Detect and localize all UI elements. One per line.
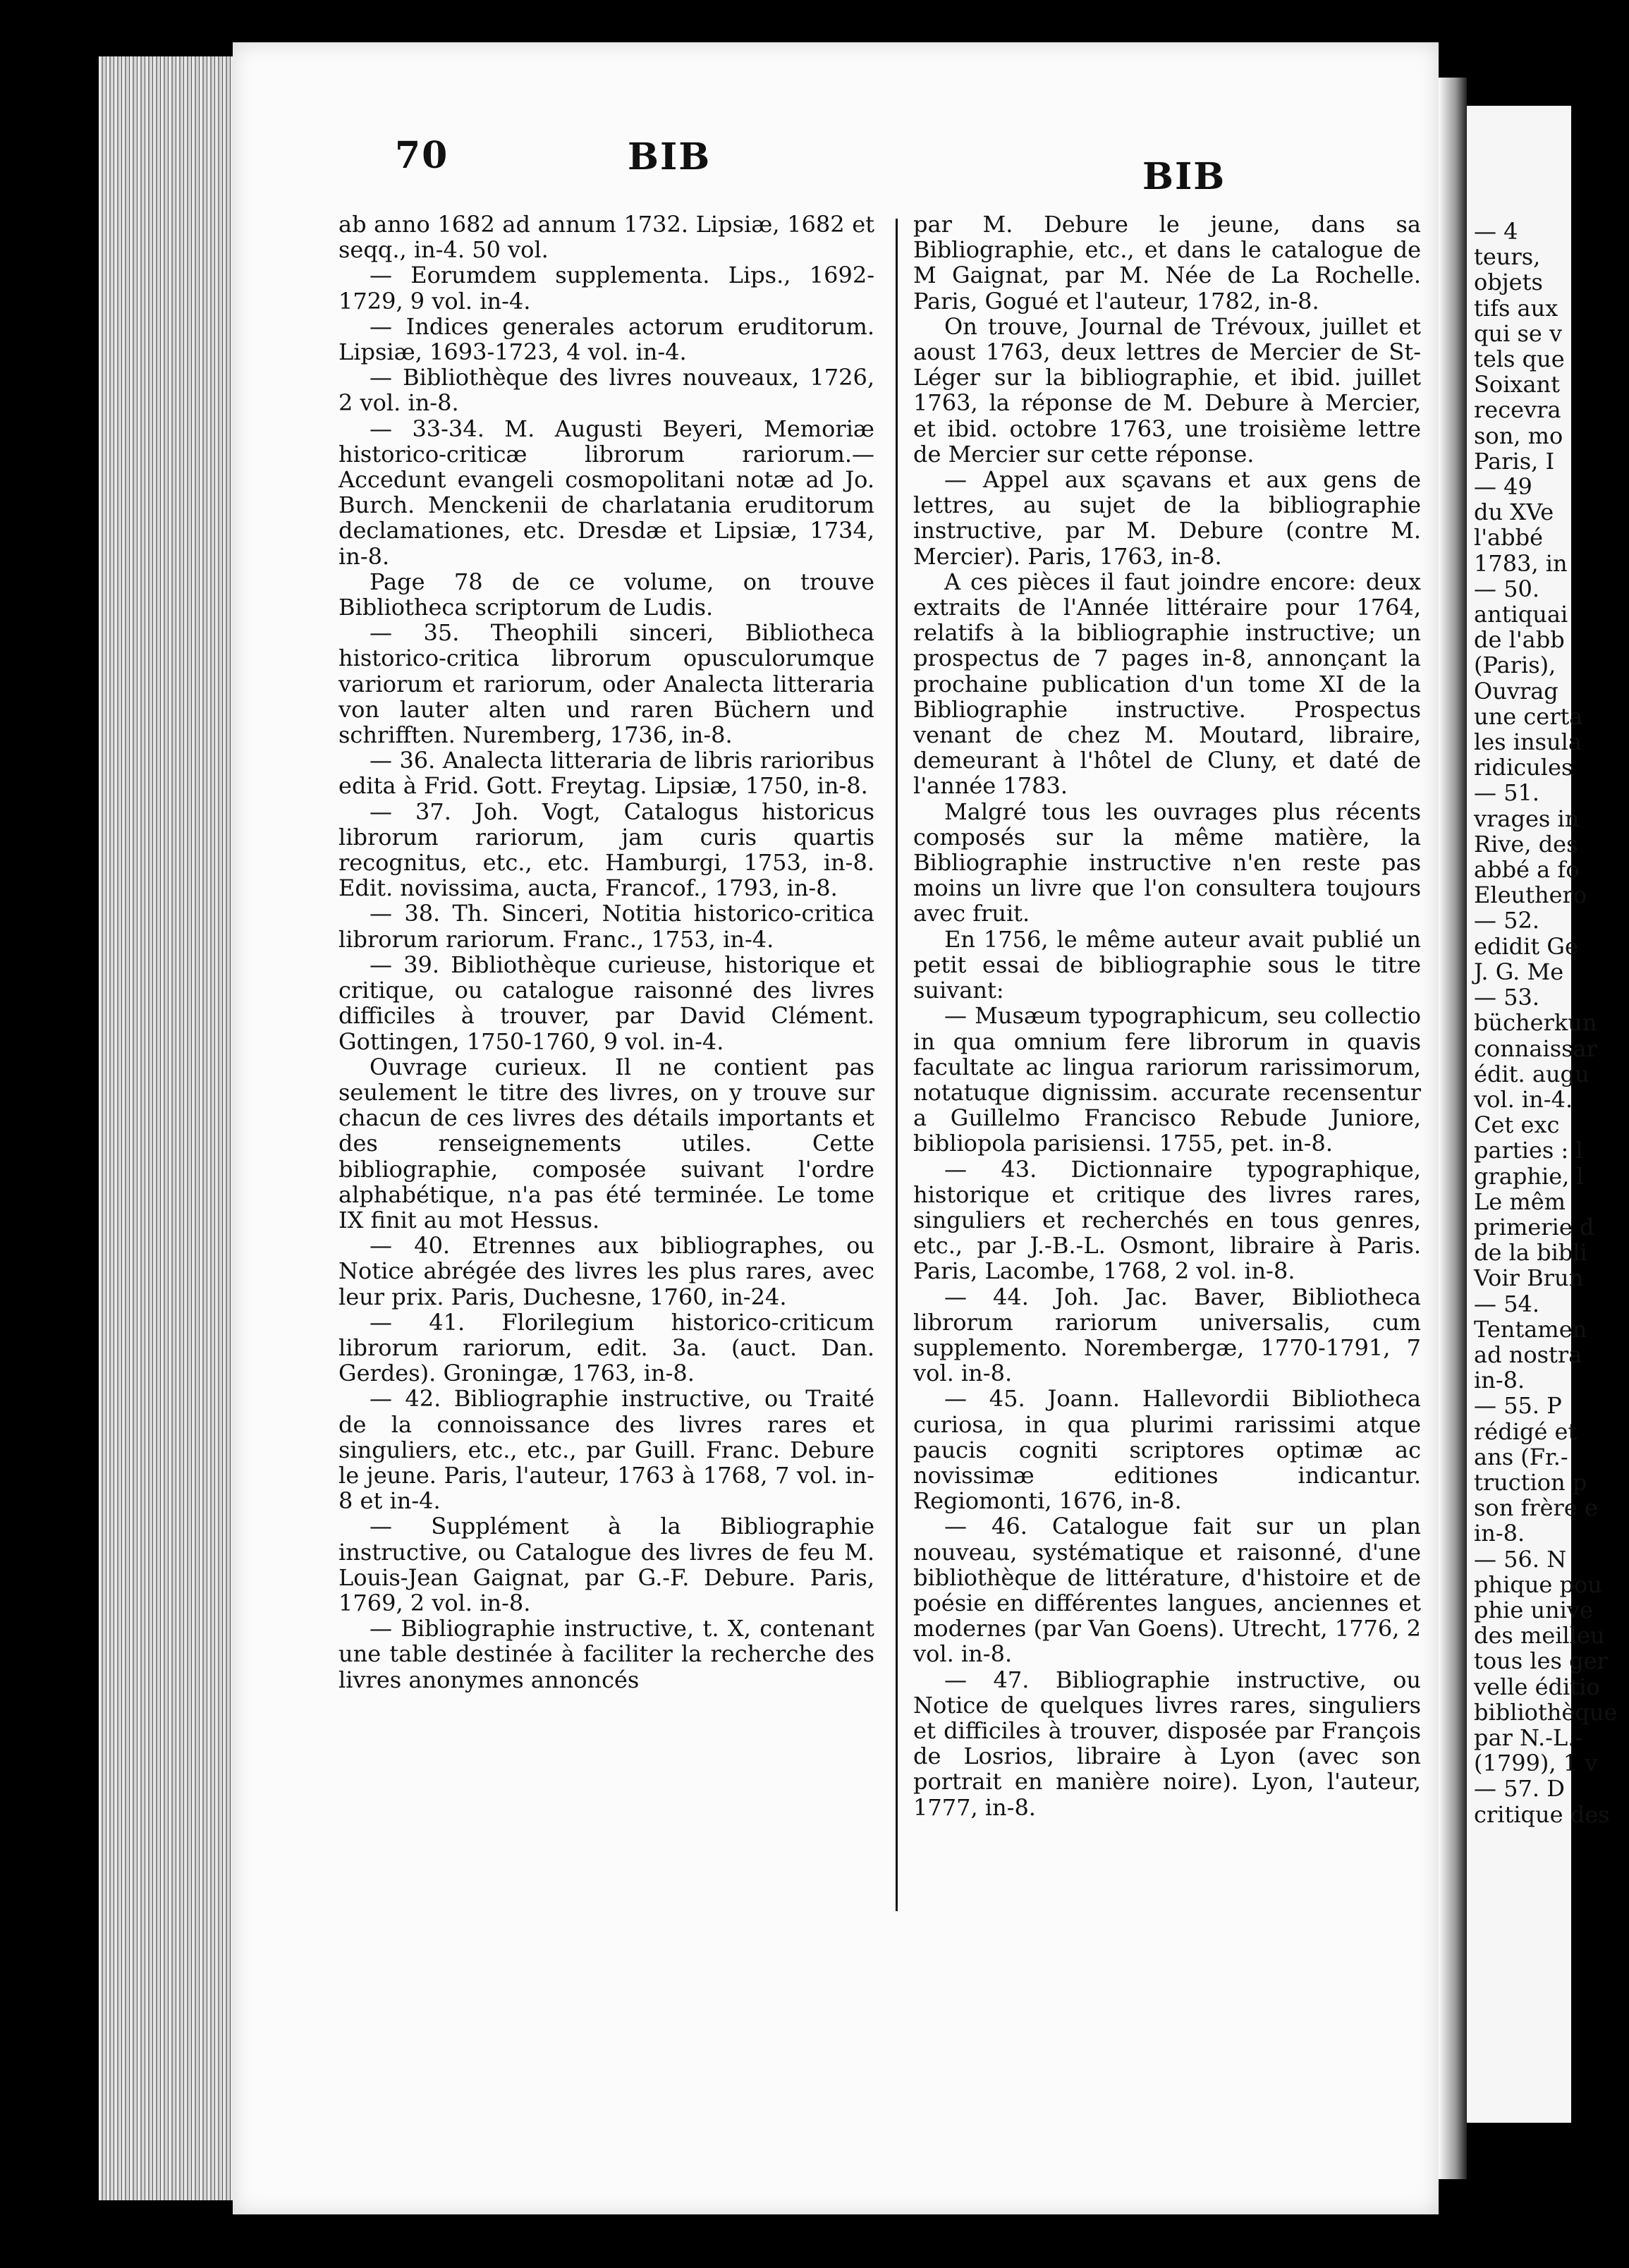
left-column-paragraph: — Supplément à la Bibliographie instructive, ou Catalogue des livres de feu M. Louis-Jean Gaignat, par G.-F. Debure. Paris, 1769, 2 vol. in-8. xyxy=(338,1513,874,1616)
right-fragment-paragraph: Paris, I xyxy=(1474,447,1555,475)
right-fragment-paragraph: de l'abb xyxy=(1474,626,1565,654)
left-column-paragraph: — Bibliothèque des livres nouveaux, 1726, 2 vol. in-8. xyxy=(338,364,874,417)
right-fragment-paragraph: — 4 xyxy=(1474,218,1518,245)
middle-column-paragraph: — 47. Bibliographie instructive, ou Notice de quelques livres rares, singuliers et difficiles à trouver, disposée par François de Losrios, libraire à Lyon (avec son portrait en manière noire). Lyon, l'auteur, 1777, in-8. xyxy=(913,1666,1421,1821)
right-fragment-paragraph: — 52. xyxy=(1474,907,1540,934)
right-fragment-paragraph: Eleuthero xyxy=(1474,882,1587,909)
left-column-paragraph: — 39. Bibliothèque curieuse, historique et critique, ou catalogue raisonné des livres difficiles à trouver, par David Clément. Gottingen, 1750-1760, 9 vol. in-4. xyxy=(338,951,874,1055)
left-column-paragraph: — 41. Florilegium historico-criticum librorum rariorum, edit. 3a. (auct. Dan. Gerdes). Groningæ, 1763, in-8. xyxy=(338,1308,874,1387)
right-fragment-paragraph: critique des xyxy=(1474,1800,1610,1828)
right-fragment-paragraph: ans (Fr.- xyxy=(1474,1443,1568,1470)
page-number: 70 xyxy=(395,134,449,177)
right-fragment-paragraph: vrages in xyxy=(1474,805,1580,832)
middle-column-paragraph: Malgré tous les ouvrages plus récents composés sur la même matière, la Bibliographie instructive n'en reste pas moins un livre que l'on consultera toujours avec fruit. xyxy=(913,798,1421,927)
left-column-paragraph: Ouvrage curieux. Il ne contient pas seulement le titre des livres, on y trouve sur chacun de ces livres des détails importants et des renseignements utiles. Cette bibliographie, composée suivant l'ordre alphabétique, n'a pas été terminée. Le tome IX finit au mot Hessus. xyxy=(338,1053,874,1233)
middle-column-paragraph: — 44. Joh. Jac. Baver, Bibliotheca librorum rariorum universalis, cum supplemento. Norembergæ, 1770-1791, 7 vol. in-8. xyxy=(913,1283,1421,1387)
right-fragment-paragraph: velle éditio xyxy=(1474,1673,1600,1700)
right-fragment-paragraph: primerie d xyxy=(1474,1213,1594,1240)
right-fragment-paragraph: — 54. xyxy=(1474,1290,1540,1317)
left-column-paragraph: — 42. Bibliographie instructive, ou Traité de la connoissance des livres rares et singuliers, etc., etc., par Guill. Franc. Debure le jeune. Paris, l'auteur, 1763 à 1768, 7 vol. in-8 et in-4. xyxy=(338,1385,874,1515)
right-fragment-paragraph: — 49 xyxy=(1474,473,1532,501)
left-column-paragraph: — 35. Theophili sinceri, Bibliotheca historico-critica librorum opusculorumque variorum et rariorum, oder Analecta litteraria von lauter alten und raren Büchern und schrifften. Nuremberg, 1736, in-8. xyxy=(338,619,874,749)
middle-column-paragraph: par M. Debure le jeune, dans sa Bibliographie, etc., et dans le catalogue de M Gaignat, par M. Née de La Rochelle. Paris, Gogué et l'auteur, 1782, in-8. xyxy=(913,211,1421,315)
page-edges-left xyxy=(99,56,233,2200)
right-fragment-paragraph: Cet exc xyxy=(1474,1111,1560,1139)
left-column-paragraph: — 38. Th. Sinceri, Notitia historico-critica librorum rariorum. Franc., 1753, in-4. xyxy=(338,900,874,953)
right-fragment-paragraph: tous les ger xyxy=(1474,1647,1608,1675)
left-column-paragraph: — Bibliographie instructive, t. X, contenant une table destinée à faciliter la recherche des livres anonymes annoncés xyxy=(338,1615,874,1693)
middle-column-paragraph: — 46. Catalogue fait sur un plan nouveau, systématique et raisonné, d'une bibliothèque de littérature, d'histoire et de poésie en différentes langues, anciennes et modernes (par Van Goens). Utrecht, 1776, 2 vol. in-8. xyxy=(913,1513,1421,1668)
right-fragment-paragraph: graphie, l xyxy=(1474,1162,1584,1190)
right-fragment-paragraph: — 56. N xyxy=(1474,1545,1567,1573)
facing-page-fragment xyxy=(1467,106,1618,2123)
right-fragment-paragraph: édit. augu xyxy=(1474,1060,1590,1087)
right-fragment-paragraph: Rive, des xyxy=(1474,830,1578,858)
right-fragment-paragraph: tels que xyxy=(1474,346,1565,373)
right-fragment-paragraph: ridicules xyxy=(1474,754,1573,781)
right-fragment-paragraph: truction p xyxy=(1474,1468,1587,1496)
right-fragment-paragraph: edidit Ge xyxy=(1474,932,1578,960)
right-fragment-paragraph: connaissar xyxy=(1474,1035,1597,1062)
right-fragment-paragraph: in-8. xyxy=(1474,1520,1525,1547)
left-column-paragraph: — 37. Joh. Vogt, Catalogus historicus librorum rariorum, jam curis quartis recognitus, etc., etc. Hamburgi, 1753, in-8. Edit. novissima, aucta, Francof., 1793, in-8. xyxy=(338,798,874,902)
right-fragment-paragraph: teurs, xyxy=(1474,243,1541,271)
right-fragment-paragraph: J. G. Me xyxy=(1474,958,1564,985)
book-page xyxy=(233,42,1439,2214)
right-fragment-paragraph: par N.-L.- xyxy=(1474,1724,1583,1751)
right-fragment-paragraph: Voir Brun xyxy=(1474,1264,1584,1292)
running-head-right: BIB xyxy=(1142,155,1226,198)
left-column-paragraph: ab anno 1682 ad annum 1732. Lipsiæ, 1682 et seqq., in-4. 50 vol. xyxy=(338,211,874,264)
right-fragment-paragraph: bücherkun xyxy=(1474,1009,1597,1037)
right-fragment-paragraph: des meilleu xyxy=(1474,1622,1605,1650)
middle-column-paragraph: On trouve, Journal de Trévoux, juillet et aoust 1763, deux lettres de Mercier de St-Léger sur la bibliographie, et ibid. juillet 1763, la réponse de M. Debure à Mercier, et ibid. octobre 1763, une troisième lettre de Mercier sur cette réponse. xyxy=(913,312,1421,468)
left-column-paragraph: Page 78 de ce volume, on trouve Bibliotheca scriptorum de Ludis. xyxy=(338,568,874,621)
right-fragment-paragraph: parties : l xyxy=(1474,1137,1583,1164)
left-column-paragraph: — 40. Etrennes aux bibliographes, ou Notice abrégée des livres les plus rares, avec leur prix. Paris, Duchesne, 1760, in-24. xyxy=(338,1232,874,1310)
right-fragment-paragraph: les insula xyxy=(1474,728,1582,756)
column-divider xyxy=(896,219,898,1911)
right-fragment-paragraph: son frère e xyxy=(1474,1494,1598,1522)
facing-page-text xyxy=(1474,219,1629,1827)
right-fragment-paragraph: Ouvrag xyxy=(1474,677,1558,705)
right-fragment-paragraph: 1783, in xyxy=(1474,549,1568,577)
right-fragment-paragraph: — 50. xyxy=(1474,575,1540,602)
middle-column-paragraph: En 1756, le même auteur avait publié un petit essai de bibliographie sous le titre suivant: xyxy=(913,925,1421,1004)
right-fragment-paragraph: tifs aux xyxy=(1474,294,1558,322)
left-column-paragraph: — 36. Analecta litteraria de libris rarioribus edita à Frid. Gott. Freytag. Lipsiæ, 1750, in-8. xyxy=(338,747,874,800)
right-fragment-paragraph: rédigé et xyxy=(1474,1418,1578,1445)
right-fragment-paragraph: — 55. P xyxy=(1474,1392,1562,1420)
right-fragment-paragraph: abbé a fo xyxy=(1474,856,1580,884)
right-fragment-paragraph: Soixant xyxy=(1474,371,1561,398)
running-head-left: BIB xyxy=(628,135,712,178)
book-gutter xyxy=(1439,78,1467,2179)
right-fragment-paragraph: bibliothèque xyxy=(1474,1698,1618,1726)
right-fragment-paragraph: objets xyxy=(1474,269,1543,296)
left-column-paragraph: — Indices generales actorum eruditorum. Lipsiæ, 1693-1723, 4 vol. in-4. xyxy=(338,312,874,366)
right-fragment-paragraph: de la bibli xyxy=(1474,1239,1587,1267)
right-fragment-paragraph: ad nostra xyxy=(1474,1341,1582,1368)
right-fragment-paragraph: Tentamen xyxy=(1474,1315,1587,1343)
right-fragment-paragraph: (Paris), xyxy=(1474,652,1556,679)
right-fragment-paragraph: l'abbé xyxy=(1474,524,1544,551)
right-fragment-paragraph: — 53. xyxy=(1474,984,1540,1011)
right-fragment-paragraph: — 57. D xyxy=(1474,1775,1565,1803)
right-fragment-paragraph: du XVe xyxy=(1474,499,1554,526)
middle-text-column xyxy=(913,212,1421,1820)
right-fragment-paragraph: son, mo xyxy=(1474,422,1563,449)
left-column-paragraph: — Eorumdem supplementa. Lips., 1692-1729, 9 vol. in-4. xyxy=(338,262,874,315)
right-fragment-paragraph: in-8. xyxy=(1474,1367,1525,1394)
right-fragment-paragraph: qui se v xyxy=(1474,319,1563,347)
right-fragment-paragraph: vol. in-4. xyxy=(1474,1085,1573,1113)
right-fragment-paragraph: recevra xyxy=(1474,396,1561,424)
right-fragment-paragraph: une certa xyxy=(1474,702,1583,730)
right-fragment-paragraph: phie unive xyxy=(1474,1596,1593,1623)
right-fragment-paragraph: antiquai xyxy=(1474,601,1568,628)
right-fragment-paragraph: phique pou xyxy=(1474,1571,1602,1598)
right-fragment-paragraph: (1799), 1 v xyxy=(1474,1750,1598,1777)
left-column-paragraph: — 33-34. M. Augusti Beyeri, Memoriæ historico-criticæ librorum rariorum.—Accedunt evangeli cosmopolitani notæ ad Jo. Burch. Menckenii de charlatania eruditorum declamationes, etc. Dresdæ et Lipsiæ, 1734, in-8. xyxy=(338,415,874,570)
middle-column-paragraph: — Musæum typographicum, seu collectio in qua omnium fere librorum in quavis facultate ac lingua rariorum rarissimorum, notatuque dignissim. accurate recensentur a Guillelmo Francisco Rebude Juniore, bibliopola parisiensi. 1755, pet. in-8. xyxy=(913,1002,1421,1157)
middle-column-paragraph: — 43. Dictionnaire typographique, historique et critique des livres rares, singuliers et recherchés en tous genres, etc., par J.-B.-L. Osmont, libraire à Paris. Paris, Lacombe, 1768, 2 vol. in-8. xyxy=(913,1155,1421,1285)
right-fragment-paragraph: Le mêm xyxy=(1474,1188,1566,1215)
middle-column-paragraph: — 45. Joann. Hallevordii Bibliotheca curiosa, in qua plurimi rarissimi atque paucis cogniti scriptores optimæ ac novissimæ editiones indicantur. Regiomonti, 1676, in-8. xyxy=(913,1385,1421,1515)
middle-column-paragraph: — Appel aux sçavans et aux gens de lettres, au sujet de la bibliographie instructive, par M. Debure (contre M. Mercier). Paris, 1763, in-8. xyxy=(913,466,1421,570)
left-text-column xyxy=(338,212,874,1693)
middle-column-paragraph: A ces pièces il faut joindre encore: deux extraits de l'Année littéraire pour 1764, relatifs à la bibliographie instructive; un prospectus de 7 pages in-8, annonçant la prochaine publication d'un tome XI de la Bibliographie instructive. Prospectus venant de chez M. Moutard, libraire, demeurant à l'hôtel de Cluny, et daté de l'année 1783. xyxy=(913,568,1421,800)
right-fragment-paragraph: — 51. xyxy=(1474,779,1540,807)
